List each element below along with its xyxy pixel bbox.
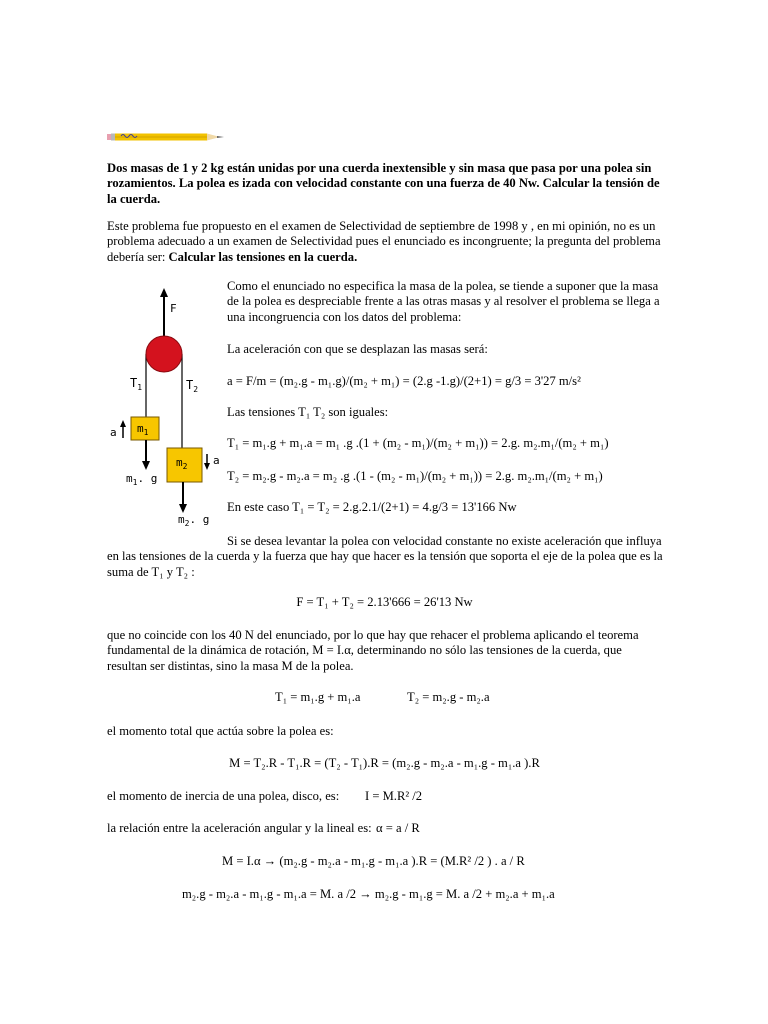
paragraph-rotation: que no coincide con los 40 N del enunciado, por lo que hay que rehacer el problema aplicando el teorema fundamental de la dinámica de rotación, M = I.α, determinando no sólo las tensiones de la cuerda, que resultan ser distintas, sino la masa M de la polea.	[107, 628, 639, 673]
t1-label: $T_1$	[130, 376, 143, 392]
equation-inertia: I = M.R² /2	[365, 789, 423, 803]
m2-label: $m_2$	[176, 456, 188, 471]
intro-question: Calcular las tensiones en la cuerda.	[168, 249, 358, 264]
accel-right-label: a	[213, 454, 220, 467]
accel-left-label: a	[110, 426, 117, 439]
w1-label: $m_1$. g	[126, 472, 158, 487]
paragraph-angular: la relación entre la aceleración angular y la lineal es:	[107, 821, 372, 835]
equation-force: F = T₁ + T₂ = 2.13'666 = 26'13 Nw	[296, 595, 473, 609]
equation-final: m₂.g - m₂.a - m₁.g - m₁.a = M. a /2 → m₂.g - m₁.g = M. a /2 + m₂.a + m₁.a	[182, 887, 555, 901]
pulley-wheel	[146, 336, 182, 372]
t2-label: $T_2$	[186, 378, 199, 394]
problem-statement: Dos masas de 1 y 2 kg están unidas por una cuerda inextensible y sin masa que pasa por una polea sin rozamientos. La polea es izada con velocidad constante con una fuerza de 40 Nw. Calcular la tensión de la cuerda.	[107, 161, 660, 206]
paragraph-inertia: el momento de inercia de una polea, disco, es:	[107, 789, 340, 803]
force-label: F	[170, 302, 177, 315]
equation-t1-general: T₁ = m₁.g + m₁.a	[275, 690, 361, 704]
intro-text: Este problema fue propuesto en el examen de Selectividad de septiembre de 1998 y , en mi opinión, no es un problema adecuado a un examen de Selectividad pues el enunciado es incongruente; la pregunta del problema debería ser:	[107, 219, 661, 264]
paragraph-assumption: Como el enunciado no especifica la masa de la polea, se tiende a suponer que la masa de la polea es despreciable frente a las otras masas y al resolver el problema se llega a una incongruencia con los datos del problema:	[227, 279, 660, 324]
equation-t2: T₂ = m₂.g - m₂.a = m₂ .g .(1 - (m₂ - m₁)/(m₂ + m₁)) = 2.g. m₂.m₁/(m₂ + m₁)	[227, 469, 603, 483]
pulley-diagram	[104, 286, 230, 536]
w2-label: $m_2$. g	[178, 513, 210, 528]
paragraph-tensions-equal: Las tensiones T₁ T₂ son iguales:	[227, 405, 389, 419]
accel-down-arrow	[204, 463, 210, 470]
m1-label: $m_1$	[137, 422, 149, 437]
intro-paragraph	[107, 219, 662, 265]
paragraph-constant-velocity: Si se desea levantar la polea con velocidad constante no existe aceleración que influya en las tensiones de la cuerda y la fuerza que hay que hacer es la tensión que soporta el eje de la polea que es la suma de T₁ y T₂ :	[107, 534, 663, 579]
equation-acceleration: a = F/m = (m₂.g - m₁.g)/(m₂ + m₁) = (2.g -1.g)/(2+1) = g/3 = 3'27 m/s²	[227, 374, 581, 388]
equation-case: En este caso T₁ = T₂ = 2.g.2.1/(2+1) = 4.g/3 = 13'166 Nw	[227, 500, 517, 514]
equation-t2-general: T₂ = m₂.g - m₂.a	[407, 690, 490, 704]
equation-alpha: α = a / R	[376, 821, 420, 835]
accel-up-arrow	[120, 420, 126, 427]
pencil-icon	[107, 131, 227, 143]
equation-moment: M = T₂.R - T₁.R = (T₂ - T₁).R = (m₂.g - m₂.a - m₁.g - m₁.a ).R	[229, 756, 540, 770]
equation-moment-inertia: M = I.α → (m₂.g - m₂.a - m₁.g - m₁.a ).R = (M.R² /2 ) . a / R	[222, 854, 525, 868]
equation-t1: T₁ = m₁.g + m₁.a = m₁ .g .(1 + (m₂ - m₁)/(m₂ + m₁)) = 2.g. m₂.m₁/(m₂ + m₁)	[227, 436, 609, 450]
force-arrow-head	[160, 288, 168, 297]
paragraph-moment: el momento total que actúa sobre la polea es:	[107, 724, 334, 738]
paragraph-acceleration: La aceleración con que se desplazan las masas será:	[227, 342, 488, 356]
